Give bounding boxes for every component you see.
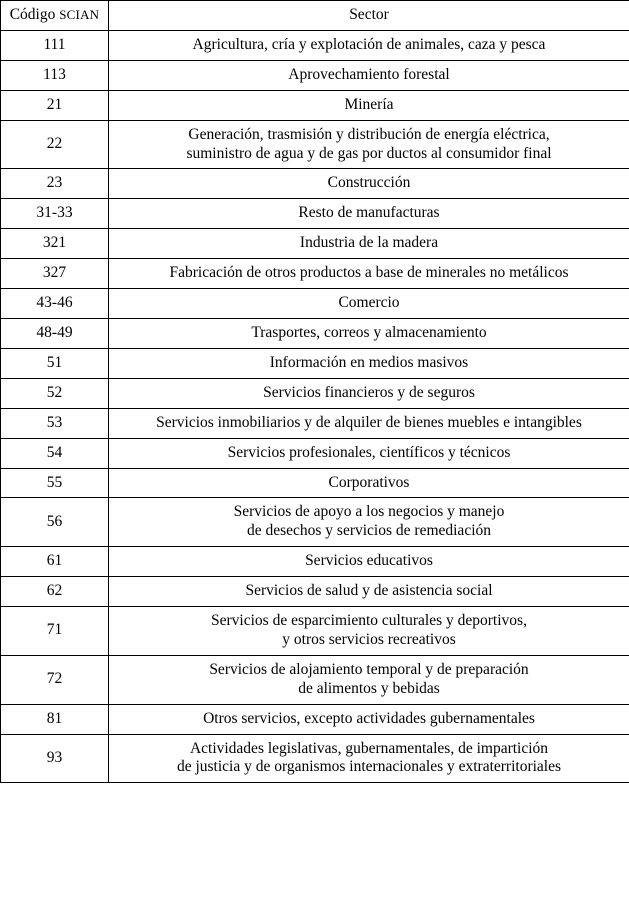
cell-sector — [109, 704, 629, 734]
column-header-code-text: Código — [9, 6, 56, 23]
cell-code: 111 — [1, 30, 109, 60]
cell-sector-line1: Otros servicios, excepto actividades gubernamentales — [203, 709, 535, 727]
cell-sector-line1: Información en medios masivos — [269, 353, 469, 371]
cell-sector — [109, 577, 629, 607]
table-row — [1, 468, 629, 498]
table-row — [1, 408, 629, 438]
table-row — [1, 655, 629, 704]
cell-sector-line1: Servicios de salud y de asistencia social — [245, 582, 493, 600]
cell-code: 81 — [1, 704, 109, 734]
cell-sector-line1: Servicios inmobiliarios y de alquiler de bienes muebles e intangibles — [156, 413, 582, 431]
cell-sector — [109, 30, 629, 60]
cell-sector — [109, 468, 629, 498]
cell-code: 52 — [1, 378, 109, 408]
cell-code: 321 — [1, 229, 109, 259]
table-row — [1, 378, 629, 408]
table-row — [1, 498, 629, 547]
table-row — [1, 90, 629, 120]
table-row — [1, 289, 629, 319]
column-header-sector: Sector — [109, 1, 629, 31]
table-row — [1, 169, 629, 199]
cell-code: 61 — [1, 547, 109, 577]
cell-code: 21 — [1, 90, 109, 120]
cell-code: 327 — [1, 259, 109, 289]
table-row — [1, 348, 629, 378]
cell-sector-line1: Actividades legislativas, gubernamentales, de impartición — [189, 739, 549, 757]
cell-sector — [109, 318, 629, 348]
cell-sector-line1: Corporativos — [328, 473, 410, 491]
cell-sector — [109, 259, 629, 289]
cell-code: 54 — [1, 438, 109, 468]
cell-sector — [109, 378, 629, 408]
cell-sector-line1: Servicios profesionales, científicos y técnicos — [227, 443, 511, 461]
cell-sector — [109, 655, 629, 704]
cell-sector-line1: Industria de la madera — [299, 234, 439, 252]
cell-code: 93 — [1, 734, 109, 783]
cell-sector-line2: de justicia y de organismos internacionales y extraterritoriales — [176, 758, 562, 776]
table-row — [1, 704, 629, 734]
cell-sector-line1: Servicios de alojamiento temporal y de preparación — [209, 660, 529, 678]
table-row — [1, 547, 629, 577]
cell-code: 51 — [1, 348, 109, 378]
cell-sector-line1: Servicios de esparcimiento culturales y deportivos, — [211, 612, 527, 630]
cell-sector — [109, 438, 629, 468]
cell-sector-line2: de desechos y servicios de remediación — [246, 522, 492, 540]
cell-sector — [109, 408, 629, 438]
cell-sector — [109, 289, 629, 319]
table-row — [1, 734, 629, 783]
table-row — [1, 120, 629, 169]
cell-sector — [109, 90, 629, 120]
table-row — [1, 199, 629, 229]
cell-sector-line1: Servicios educativos — [305, 552, 433, 570]
table-row — [1, 577, 629, 607]
table-row — [1, 30, 629, 60]
table-header — [1, 1, 629, 31]
cell-sector-line1: Servicios financieros y de seguros — [263, 383, 475, 401]
cell-sector — [109, 498, 629, 547]
cell-code: 113 — [1, 60, 109, 90]
cell-code: 31-33 — [1, 199, 109, 229]
table-row — [1, 438, 629, 468]
table-header-row — [1, 1, 629, 31]
cell-sector-line1: Minería — [344, 95, 394, 113]
cell-sector — [109, 199, 629, 229]
cell-sector-line1: Resto de manufacturas — [298, 204, 440, 222]
column-header-code — [1, 1, 109, 31]
cell-sector-line1: Generación, trasmisión y distribución de energía eléctrica, — [188, 125, 550, 143]
cell-sector-line1: Comercio — [338, 294, 400, 312]
cell-sector-line2: suministro de agua y de gas por ductos al consumidor final — [186, 144, 552, 162]
cell-code: 23 — [1, 169, 109, 199]
cell-sector-line1: Aprovechamiento forestal — [288, 65, 450, 83]
cell-sector — [109, 607, 629, 656]
table-row — [1, 318, 629, 348]
cell-sector-line2: y otros servicios recreativos — [282, 630, 456, 648]
cell-sector — [109, 120, 629, 169]
cell-code: 43-46 — [1, 289, 109, 319]
cell-sector-line2: de alimentos y bebidas — [298, 679, 440, 697]
cell-code: 55 — [1, 468, 109, 498]
table-row — [1, 60, 629, 90]
cell-sector — [109, 348, 629, 378]
cell-sector — [109, 229, 629, 259]
cell-sector — [109, 734, 629, 783]
cell-sector — [109, 60, 629, 90]
cell-code: 72 — [1, 655, 109, 704]
column-header-code-smallcaps: SCIAN — [59, 7, 100, 22]
cell-sector-line1: Fabricación de otros productos a base de minerales no metálicos — [169, 264, 569, 282]
cell-code: 22 — [1, 120, 109, 169]
cell-sector — [109, 169, 629, 199]
cell-sector — [109, 547, 629, 577]
table-row — [1, 607, 629, 656]
cell-sector-line1: Construcción — [327, 174, 411, 192]
cell-code: 48-49 — [1, 318, 109, 348]
cell-sector-line1: Trasportes, correos y almacenamiento — [251, 323, 487, 341]
table-row — [1, 229, 629, 259]
table-row — [1, 259, 629, 289]
cell-code: 62 — [1, 577, 109, 607]
cell-code: 71 — [1, 607, 109, 656]
cell-sector-line1: Servicios de apoyo a los negocios y manejo — [233, 503, 505, 521]
cell-sector-line1: Agricultura, cría y explotación de animales, caza y pesca — [192, 35, 546, 53]
cell-code: 53 — [1, 408, 109, 438]
cell-code: 56 — [1, 498, 109, 547]
table-body — [1, 30, 629, 782]
